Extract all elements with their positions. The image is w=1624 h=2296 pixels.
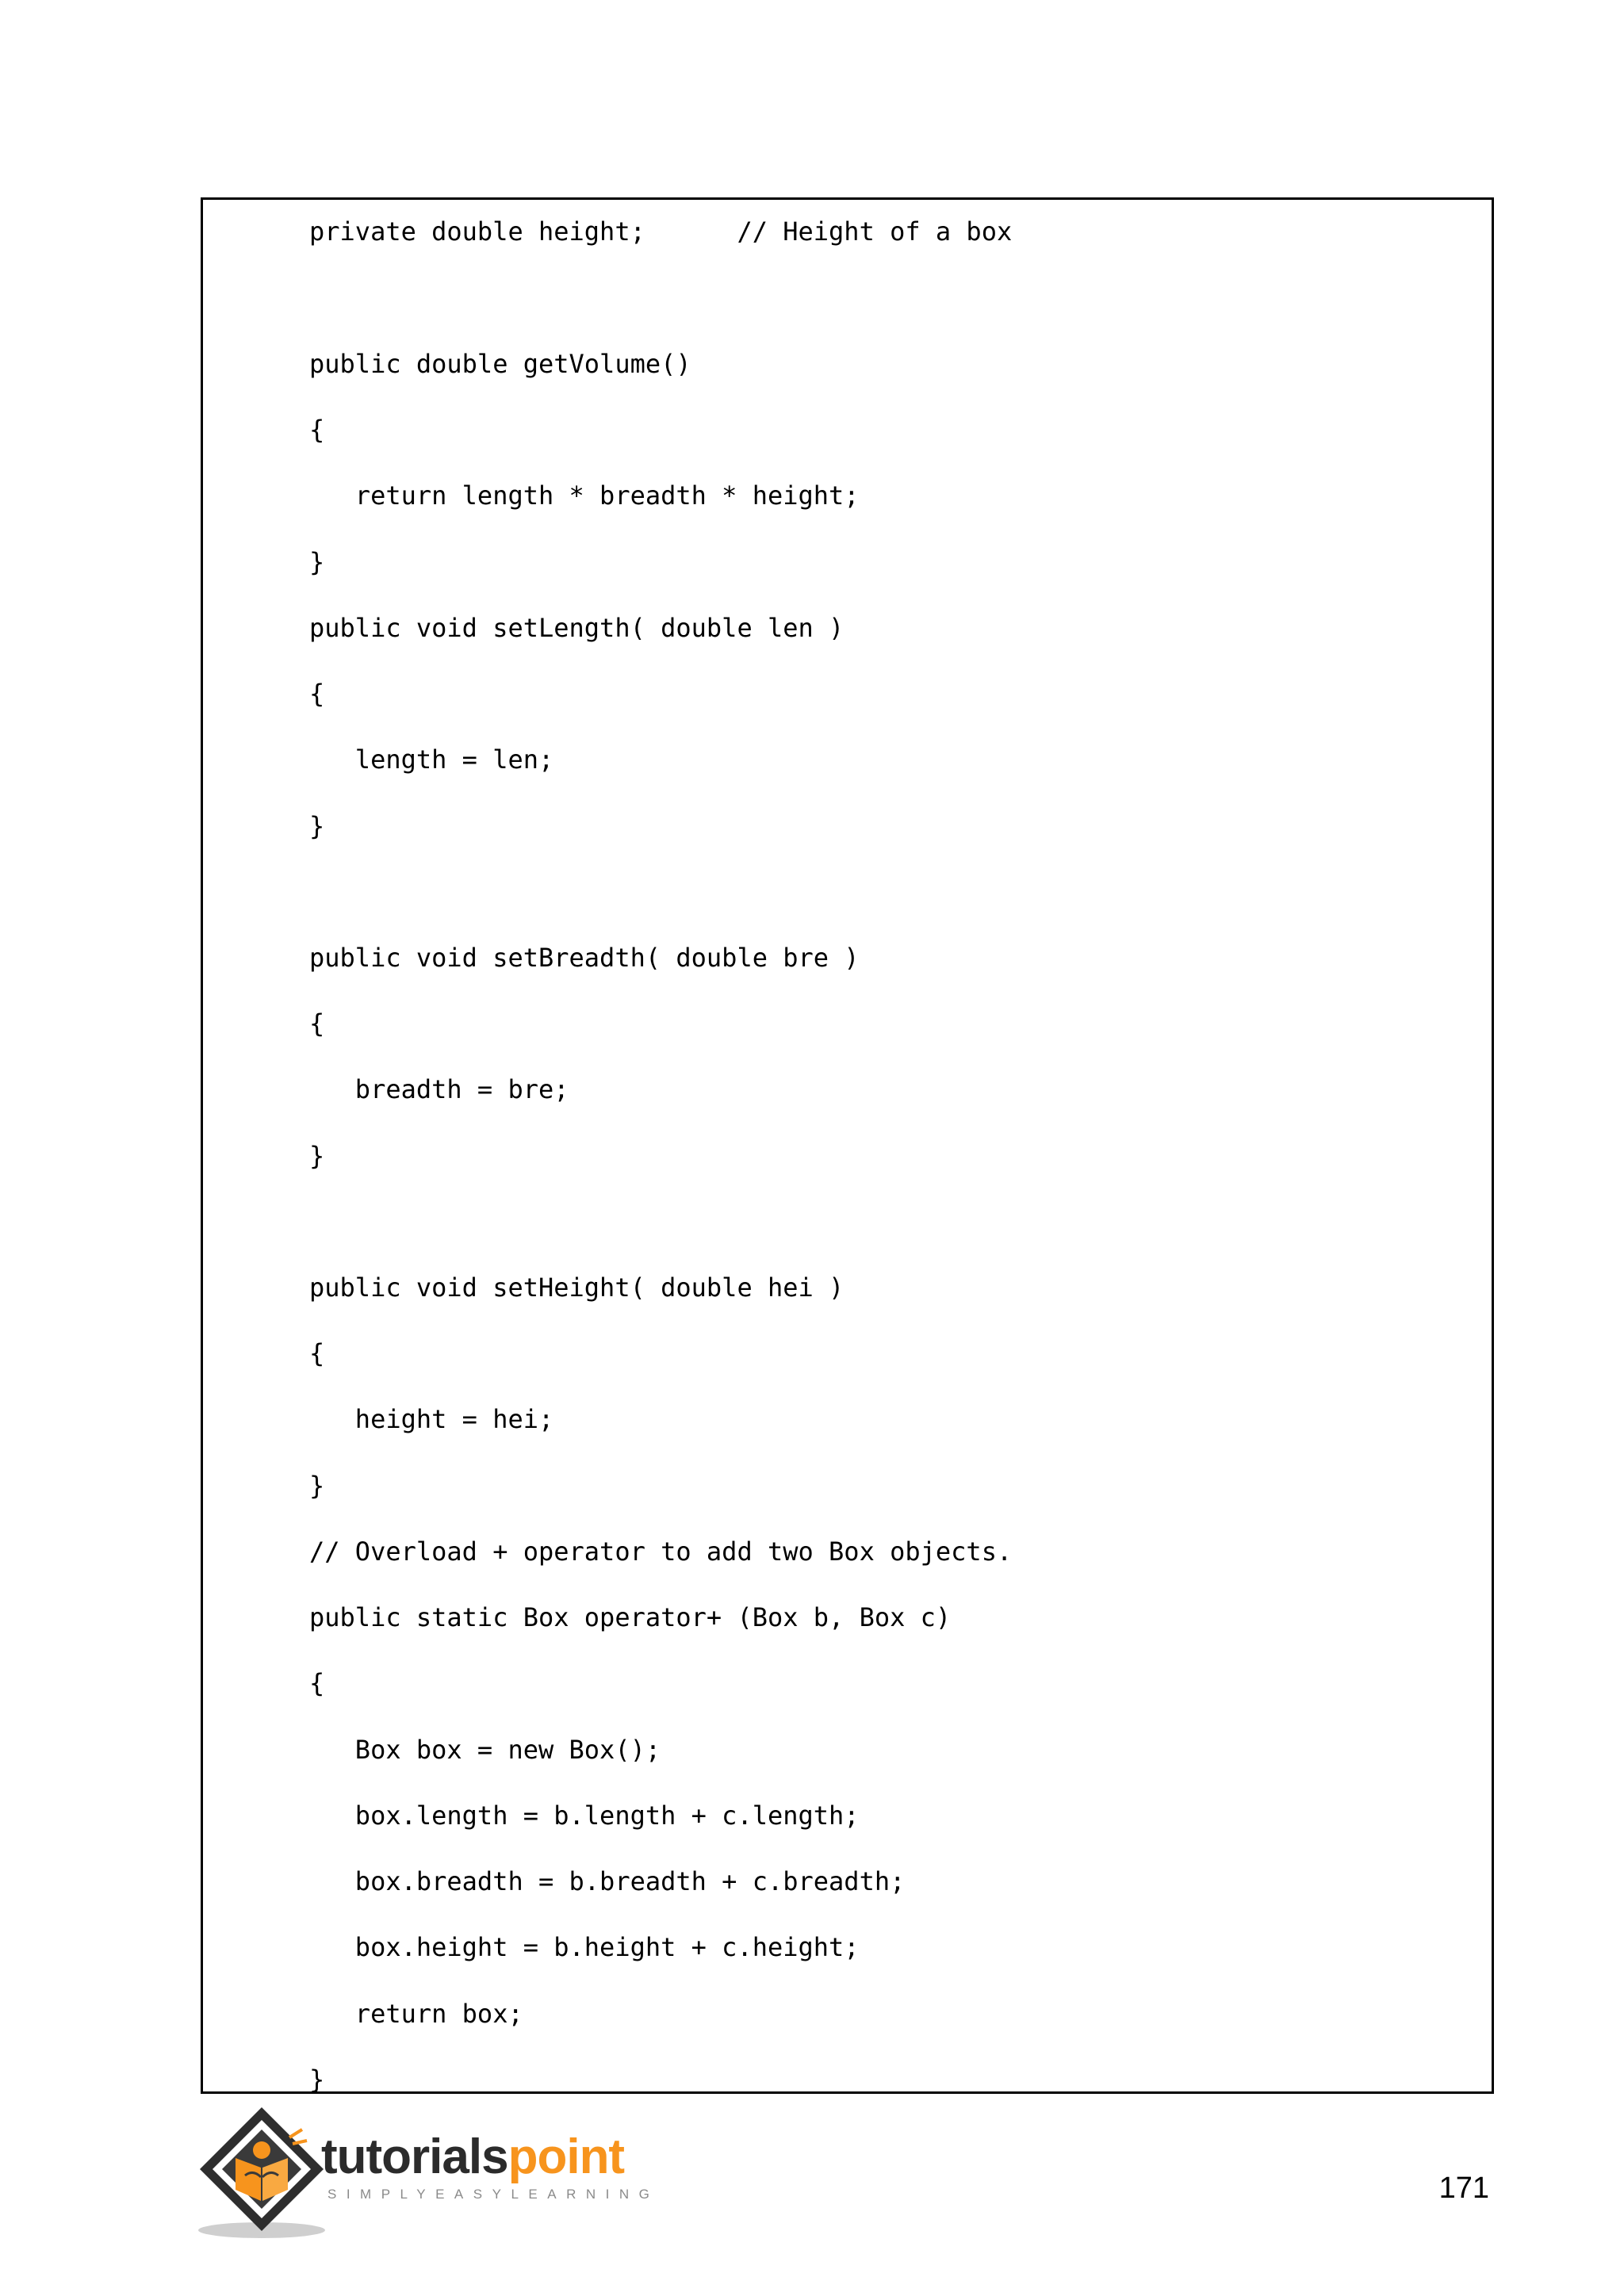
code-line: { (309, 679, 325, 709)
code-line: // Overload + operator to add two Box objects. (309, 1536, 1013, 1567)
logo-wordmark-tutorials: tutorials (321, 2130, 508, 2184)
code-line: box.height = b.height + c.height; (309, 1932, 860, 1962)
code-line: return box; (309, 1999, 523, 2029)
tutorialspoint-logo (194, 2101, 660, 2240)
code-line: } (309, 1141, 325, 1171)
code-line: } (309, 2064, 325, 2095)
page-number: 171 (1438, 2172, 1489, 2205)
code-line: } (309, 1471, 325, 1501)
code-line: length = len; (309, 744, 554, 775)
logo-tagline: SIMPLYEASYLEARNING (327, 2187, 660, 2202)
code-line: { (309, 1668, 325, 1698)
code-line: height = hei; (309, 1404, 554, 1434)
code-line: public void setLength( double len ) (309, 613, 845, 643)
code-line: return length * breadth * height; (309, 480, 860, 511)
code-line: { (309, 1338, 325, 1368)
logo-wordmark (321, 2130, 625, 2184)
code-block (201, 197, 1494, 2094)
code-line: box.breadth = b.breadth + c.breadth; (309, 1866, 906, 1896)
code-line: public void setHeight( double hei ) (309, 1272, 845, 1303)
code-line: { (309, 1008, 325, 1039)
code-line: } (309, 547, 325, 577)
code-line: breadth = bre; (309, 1074, 569, 1104)
code-line: public static Box operator+ (Box b, Box c) (309, 1602, 952, 1632)
code-line: private double height; // Height of a box (309, 216, 1013, 247)
code-line: public double getVolume() (309, 349, 691, 379)
code-line: } (309, 811, 325, 841)
code-line: { (309, 415, 325, 445)
logo-diamond-icon (194, 2101, 333, 2240)
code-line: public void setBreadth( double bre ) (309, 943, 860, 973)
code-line: box.length = b.length + c.length; (309, 1800, 860, 1831)
logo-wordmark-point: point (508, 2130, 625, 2184)
code-line: Box box = new Box(); (309, 1735, 661, 1765)
